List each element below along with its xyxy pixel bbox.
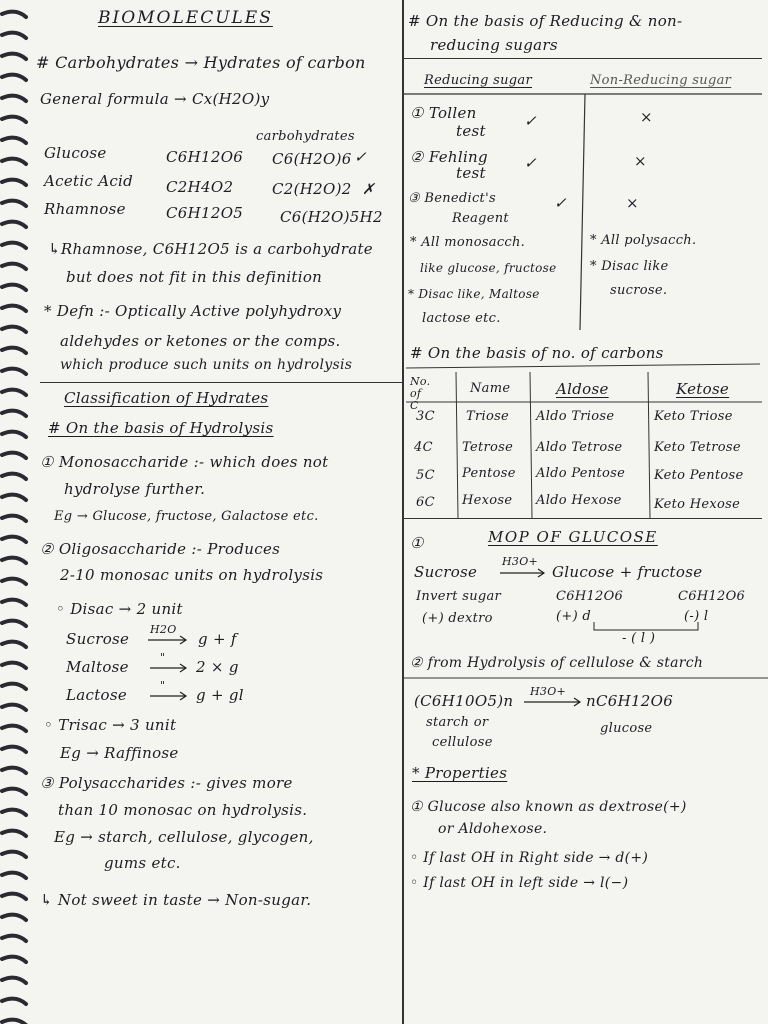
compound-formula: C6H12O6 — [166, 148, 244, 166]
property-line: ◦ If last OH in left side → l(−) — [410, 875, 629, 891]
compound-formula: C6H12O5 — [166, 204, 244, 222]
table-cell: Triose — [466, 409, 510, 424]
starch-label: cellulose — [432, 735, 493, 750]
glucose-label: glucose — [600, 721, 653, 736]
spiral-coil — [2, 915, 26, 920]
maltose-label: Maltose — [66, 658, 129, 676]
reducing-example: * Disac like, Maltose — [408, 287, 540, 301]
table-cell: 6C — [416, 495, 435, 510]
dextro-label: (+) dextro — [422, 611, 493, 626]
left-divider — [40, 382, 402, 383]
compound-carb-form: C6(H2O)6 — [272, 150, 352, 168]
table-cell: 3C — [416, 409, 435, 424]
spiral-coil — [2, 978, 26, 983]
spiral-coil — [2, 453, 26, 458]
property-line: or Aldohexose. — [438, 821, 548, 837]
spiral-coil — [2, 600, 26, 605]
carbons-heading: # On the basis of no. of carbons — [410, 344, 664, 362]
spiral-coil — [2, 411, 26, 416]
table-cell: Aldo Triose — [536, 409, 615, 424]
lactose-label: Lactose — [66, 686, 128, 704]
spiral-coil — [2, 684, 26, 689]
spiral-coil — [2, 369, 26, 374]
spiral-coil — [2, 621, 26, 626]
check-icon: ✓ — [524, 112, 537, 130]
cross-icon: ✗ — [362, 180, 375, 198]
sucrose-reagent: H2O — [150, 623, 177, 636]
table-cell: 5C — [416, 468, 435, 483]
table-cell: Pentose — [462, 466, 516, 481]
definition-line: which produce such units on hydrolysis — [60, 357, 353, 373]
lactose-reagent: " — [160, 679, 166, 692]
spiral-coil — [2, 1020, 26, 1024]
disac-line: ◦ Disac → 2 unit — [56, 600, 183, 618]
trisac-line: ◦ Trisac → 3 unit — [44, 716, 177, 734]
mop-reagent: H3O+ — [502, 555, 539, 568]
spiral-coil — [2, 495, 26, 500]
check-icon: ✓ — [354, 148, 367, 166]
not-sweet-line: ↳ Not sweet in taste → Non-sugar. — [40, 891, 312, 909]
spiral-coil — [2, 873, 26, 878]
sucrose-result: g + f — [198, 630, 237, 648]
center-divider — [402, 0, 404, 1024]
poly-line: than 10 monosac on hydrolysis. — [58, 801, 308, 819]
carb-col-label: carbohydrates — [256, 129, 355, 144]
spiral-coil — [2, 306, 26, 311]
poly-line: gums etc. — [104, 854, 181, 872]
spiral-coil — [2, 768, 26, 773]
sucrose-label: Sucrose — [66, 630, 130, 648]
spiral-coil — [2, 957, 26, 962]
mop-number: ① — [410, 534, 424, 552]
invert-sugar: Invert sugar — [416, 589, 502, 604]
nonreducing-example: * Disac like — [590, 259, 669, 274]
table-header-noc: No. of C — [410, 375, 431, 413]
cross-icon: × — [626, 194, 639, 212]
table-cell: Hexose — [462, 493, 513, 508]
spiral-coil — [2, 747, 26, 752]
table-cell: Aldo Hexose — [536, 493, 622, 508]
hydrolysis-reagent: H3O+ — [530, 685, 567, 698]
spiral-coil — [2, 348, 26, 353]
oligo-line: 2-10 monosac units on hydrolysis — [60, 566, 324, 584]
reducing-heading: # On the basis of Reducing & non- — [408, 12, 683, 30]
spiral-coil — [2, 537, 26, 542]
table-cell: 4C — [414, 440, 433, 455]
rhamnose-note: ↳Rhamnose, C6H12O5 is a carbohydrate — [48, 240, 373, 258]
right-divider-1 — [404, 58, 762, 59]
spiral-coil — [2, 264, 26, 269]
spiral-coil — [2, 12, 26, 17]
poly-line: Eg → starch, cellulose, glycogen, — [54, 828, 314, 846]
spiral-coil — [2, 936, 26, 941]
property-line: ① Glucose also known as dextrose(+) — [410, 799, 687, 815]
test-label: test — [456, 164, 486, 182]
glucose-formula: C6H12O6 — [556, 589, 624, 604]
fructose-formula: C6H12O6 — [678, 589, 746, 604]
classification-heading: Classification of Hydrates — [64, 389, 269, 407]
spiral-coil — [2, 810, 26, 815]
spiral-coil — [2, 642, 26, 647]
reducing-example: * All monosacch. — [410, 235, 526, 250]
compound-name: Acetic Acid — [44, 172, 134, 190]
spiral-coil — [2, 75, 26, 80]
spiral-coil — [2, 474, 26, 479]
spiral-coil — [2, 726, 26, 731]
d-plus-label: (+) d — [556, 609, 591, 624]
net-rotation: - ( l ) — [622, 631, 656, 646]
mono-line: ① Monosaccharide :- which does not — [40, 453, 329, 471]
definition-line: aldehydes or ketones or the comps. — [60, 332, 341, 350]
spiral-coil — [2, 831, 26, 836]
mono-example: Eg → Glucose, fructose, Galactose etc. — [54, 509, 319, 524]
check-icon: ✓ — [524, 154, 537, 172]
test-label: test — [456, 122, 486, 140]
table-header-name: Name — [470, 381, 511, 396]
spiral-coil — [2, 999, 26, 1004]
reducing-example: lactose etc. — [422, 311, 501, 326]
hydrolysis-heading: # On the basis of Hydrolysis — [48, 419, 274, 437]
spiral-coil — [2, 159, 26, 164]
spiral-coil — [2, 327, 26, 332]
definition-line: * Defn :- Optically Active polyhydroxy — [44, 302, 342, 320]
hydrolysis-rhs: nC6H12O6 — [586, 692, 674, 710]
col-reducing: Reducing sugar — [424, 73, 532, 88]
compound-name: Rhamnose — [44, 200, 126, 218]
table-cell: Keto Hexose — [654, 497, 741, 512]
l-minus-label: (-) l — [684, 609, 709, 624]
mop-equation: Sucrose — [414, 563, 478, 581]
right-divider-2 — [404, 518, 762, 519]
compound-carb-form: C2(H2O)2 — [272, 180, 352, 198]
spiral-coil — [2, 432, 26, 437]
spiral-coil — [2, 180, 26, 185]
reducing-example: like glucose, fructose — [420, 261, 557, 275]
carb-heading: # Carbohydrates → Hydrates of carbon — [36, 53, 366, 72]
trisac-example: Eg → Raffinose — [60, 744, 179, 762]
rhamnose-note: but does not fit in this definition — [66, 268, 323, 286]
nonreducing-example: sucrose. — [610, 283, 668, 298]
table-cell: Keto Triose — [654, 409, 733, 424]
table-cell: Keto Pentose — [654, 468, 744, 483]
spiral-coil — [2, 516, 26, 521]
cross-icon: × — [634, 152, 647, 170]
poly-line: ③ Polysaccharides :- gives more — [40, 774, 293, 792]
spiral-coil — [2, 705, 26, 710]
test-label: ② Fehling — [410, 148, 488, 166]
test-label: ③ Benedict's — [408, 191, 496, 206]
mop-heading: MOP OF GLUCOSE — [488, 528, 658, 546]
compound-name: Glucose — [44, 144, 107, 162]
cross-icon: × — [640, 108, 653, 126]
starch-label: starch or — [426, 715, 489, 730]
spiral-coil — [2, 894, 26, 899]
mono-line: hydrolyse further. — [64, 480, 206, 498]
reducing-heading: reducing sugars — [430, 36, 558, 54]
spiral-coil — [2, 285, 26, 290]
spiral-coil — [2, 243, 26, 248]
spiral-coil — [2, 138, 26, 143]
general-formula: General formula → Cx(H2O)y — [40, 90, 270, 108]
table-cell: Tetrose — [462, 440, 514, 455]
oligo-line: ② Oligosaccharide :- Produces — [40, 540, 281, 558]
compound-formula: C2H4O2 — [166, 178, 234, 196]
table-cell: Keto Tetrose — [654, 440, 741, 455]
spiral-coil — [2, 390, 26, 395]
spiral-coil — [2, 789, 26, 794]
property-line: ◦ If last OH in Right side → d(+) — [410, 850, 649, 866]
spiral-coil — [2, 852, 26, 857]
properties-heading: * Properties — [412, 764, 508, 782]
spiral-coil — [2, 33, 26, 38]
spiral-coil — [2, 96, 26, 101]
test-label: Reagent — [452, 211, 509, 226]
lactose-result: g + gl — [196, 686, 244, 704]
table-cell: Aldo Pentose — [536, 466, 626, 481]
page-title: BIOMOLECULES — [98, 8, 273, 28]
check-icon: ✓ — [554, 194, 567, 212]
mop-products: Glucose + fructose — [552, 563, 703, 581]
test-label: ① Tollen — [410, 104, 477, 122]
spiral-coil — [2, 117, 26, 122]
maltose-reagent: " — [160, 651, 166, 664]
table-header-ketose: Ketose — [676, 380, 730, 398]
maltose-result: 2 × g — [196, 658, 239, 676]
col-nonreducing: Non-Reducing sugar — [590, 73, 732, 88]
nonreducing-example: * All polysacch. — [590, 233, 697, 248]
hydrolysis-lhs: (C6H10O5)n — [414, 692, 514, 710]
compound-carb-form: C6(H2O)5H2 — [280, 208, 383, 226]
spiral-coil — [2, 558, 26, 563]
spiral-coil — [2, 579, 26, 584]
spiral-coil — [2, 222, 26, 227]
spiral-coil — [2, 663, 26, 668]
hydrolysis-heading-right: ② from Hydrolysis of cellulose & starch — [410, 655, 704, 671]
spiral-coil — [2, 54, 26, 59]
table-cell: Aldo Tetrose — [536, 440, 623, 455]
table-header-aldose: Aldose — [556, 380, 609, 398]
spiral-binding — [0, 0, 30, 1024]
spiral-coil — [2, 201, 26, 206]
